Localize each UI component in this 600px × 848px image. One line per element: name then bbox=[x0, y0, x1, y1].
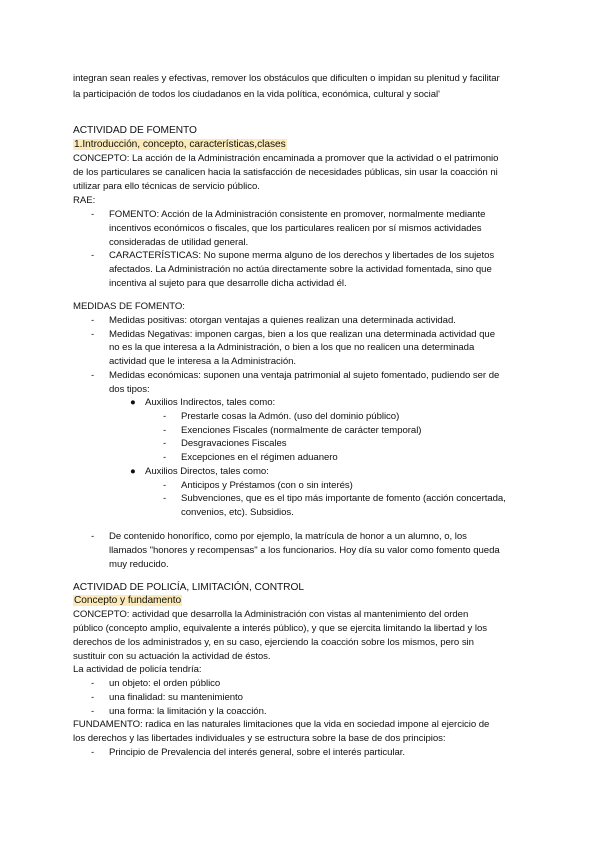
rae-item-line: incentiva al sujeto para que desarrolle dicha actividad él. bbox=[109, 278, 347, 289]
auxilio-item: Prestarle cosas la Admón. (uso del dominio público) bbox=[181, 411, 400, 422]
dash-bullet: - bbox=[91, 250, 95, 261]
dash-bullet: - bbox=[91, 678, 95, 689]
rae-item-line: FOMENTO: Acción de la Administración consistente en promover, normalmente mediante bbox=[109, 209, 486, 220]
concepto-line: de los particulares se canalicen hacia la satisfacción de necesidades públicas, sin usar la coacción ni bbox=[73, 167, 498, 178]
fundamento-line: los derechos y las libertades individuales y se estructura sobre la base de dos principios: bbox=[73, 733, 446, 744]
concepto-line: CONCEPTO: La acción de la Administración encaminada a promover que la actividad o el patrimonio bbox=[73, 153, 499, 164]
dash-bullet: - bbox=[163, 452, 167, 463]
auxilios-directos-label: Auxilios Directos, tales como: bbox=[145, 466, 269, 477]
rae-item-line: CARACTERÍSTICAS: No supone merma alguno de los derechos y libertades de los sujetos bbox=[109, 250, 495, 261]
dash-bullet: - bbox=[91, 329, 95, 340]
honorifico-line: llamados "honores y recompensas" a los funcionarios. Hoy día su valor como fomento queda bbox=[109, 545, 500, 556]
medida-line: actividad que le interesa a la Administración. bbox=[109, 356, 297, 367]
auxilio-item: convenios, etc). Subsidios. bbox=[181, 507, 294, 518]
tendria-item: una finalidad: su mantenimiento bbox=[109, 692, 243, 703]
principio-item: Principio de Prevalencia del interés general, sobre el interés particular. bbox=[109, 747, 406, 758]
auxilio-item: Excepciones en el régimen aduanero bbox=[181, 452, 338, 463]
concepto-line: utilizar para ello técnicas de servicio público. bbox=[73, 181, 260, 192]
dash-bullet: - bbox=[91, 706, 95, 717]
medida-line: no es la que interesa a la Administración, o bien a los que no realicen una determinada bbox=[109, 342, 475, 353]
dash-bullet: - bbox=[163, 493, 167, 504]
rae-item-line: afectados. La Administración no actúa directamente sobre la actividad fomentada, sino que bbox=[109, 264, 492, 275]
rae-item-line: incentivos económicos o fiscales, que los particulares realicen por sí mismos actividades bbox=[109, 223, 482, 234]
dash-bullet: - bbox=[91, 747, 95, 758]
round-bullet: ● bbox=[130, 397, 136, 408]
honorifico-line: muy reducido. bbox=[109, 559, 169, 570]
section-heading-policia: ACTIVIDAD DE POLICÍA, LIMITACIÓN, CONTROL bbox=[73, 582, 304, 593]
intro-line: la participación de todos los ciudadanos en la vida política, económica, cultural y social' bbox=[73, 89, 440, 100]
dash-bullet: - bbox=[163, 480, 167, 491]
medida-line: Medidas positivas: otorgan ventajas a quienes realizan una determinada actividad. bbox=[109, 315, 456, 326]
concepto-line: derechos de los administrados y, en su caso, ejerciendo la coacción sobre los mismos, pero sin bbox=[73, 637, 474, 648]
round-bullet: ● bbox=[130, 466, 136, 477]
auxilio-item: Anticipos y Préstamos (con o sin interés) bbox=[181, 480, 353, 491]
tendria-item: una forma: la limitación y la coacción. bbox=[109, 706, 267, 717]
rae-label: RAE: bbox=[73, 195, 96, 206]
dash-bullet: - bbox=[91, 209, 95, 220]
auxilio-item: Exenciones Fiscales (normalmente de carácter temporal) bbox=[181, 425, 422, 436]
concepto-line: público (concepto amplio, equivalente a interés público), y que se ejercita limitando la libertad y los bbox=[73, 623, 488, 634]
dash-bullet: - bbox=[91, 370, 95, 381]
dash-bullet: - bbox=[91, 692, 95, 703]
concepto-line: CONCEPTO: actividad que desarrolla la Administración con vistas al mantenimiento del orden bbox=[73, 609, 469, 620]
tendria-label: La actividad de policía tendría: bbox=[73, 664, 202, 675]
dash-bullet: - bbox=[91, 531, 95, 542]
fundamento-line: FUNDAMENTO: radica en las naturales limitaciones que la vida en sociedad impone al ejercicio de bbox=[73, 719, 490, 730]
dash-bullet: - bbox=[91, 315, 95, 326]
auxilio-item: Subvenciones, que es el tipo más importante de fomento (acción concertada, bbox=[181, 493, 506, 504]
medida-line: dos tipos: bbox=[109, 384, 150, 395]
tendria-item: un objeto: el orden público bbox=[109, 678, 221, 689]
medida-line: Medidas económicas: suponen una ventaja patrimonial al sujeto fomentado, pudiendo ser de bbox=[109, 370, 500, 381]
subheading-policia: Concepto y fundamento bbox=[74, 595, 182, 606]
auxilio-item: Desgravaciones Fiscales bbox=[181, 438, 287, 449]
concepto-line: sustituir con su actuación la actividad de éstos. bbox=[73, 651, 271, 662]
dash-bullet: - bbox=[163, 425, 167, 436]
rae-item-line: consideradas de utilidad general. bbox=[109, 237, 249, 248]
honorifico-line: De contenido honorífico, como por ejemplo, la matrícula de honor a un alumno, o, los bbox=[109, 531, 467, 542]
medida-line: Medidas Negativas: imponen cargas, bien a los que realizan una determinada actividad que bbox=[109, 329, 495, 340]
dash-bullet: - bbox=[163, 438, 167, 449]
subheading-fomento: 1.Introducción, concepto, características,clases bbox=[74, 139, 286, 150]
medidas-label: MEDIDAS DE FOMENTO: bbox=[73, 301, 185, 312]
section-heading-fomento: ACTIVIDAD DE FOMENTO bbox=[73, 125, 197, 136]
auxilios-indirectos-label: Auxilios Indirectos, tales como: bbox=[145, 397, 276, 408]
intro-line: integran sean reales y efectivas, remover los obstáculos que dificulten o impidan su plenitud y facilitar bbox=[73, 73, 500, 84]
dash-bullet: - bbox=[163, 411, 167, 422]
